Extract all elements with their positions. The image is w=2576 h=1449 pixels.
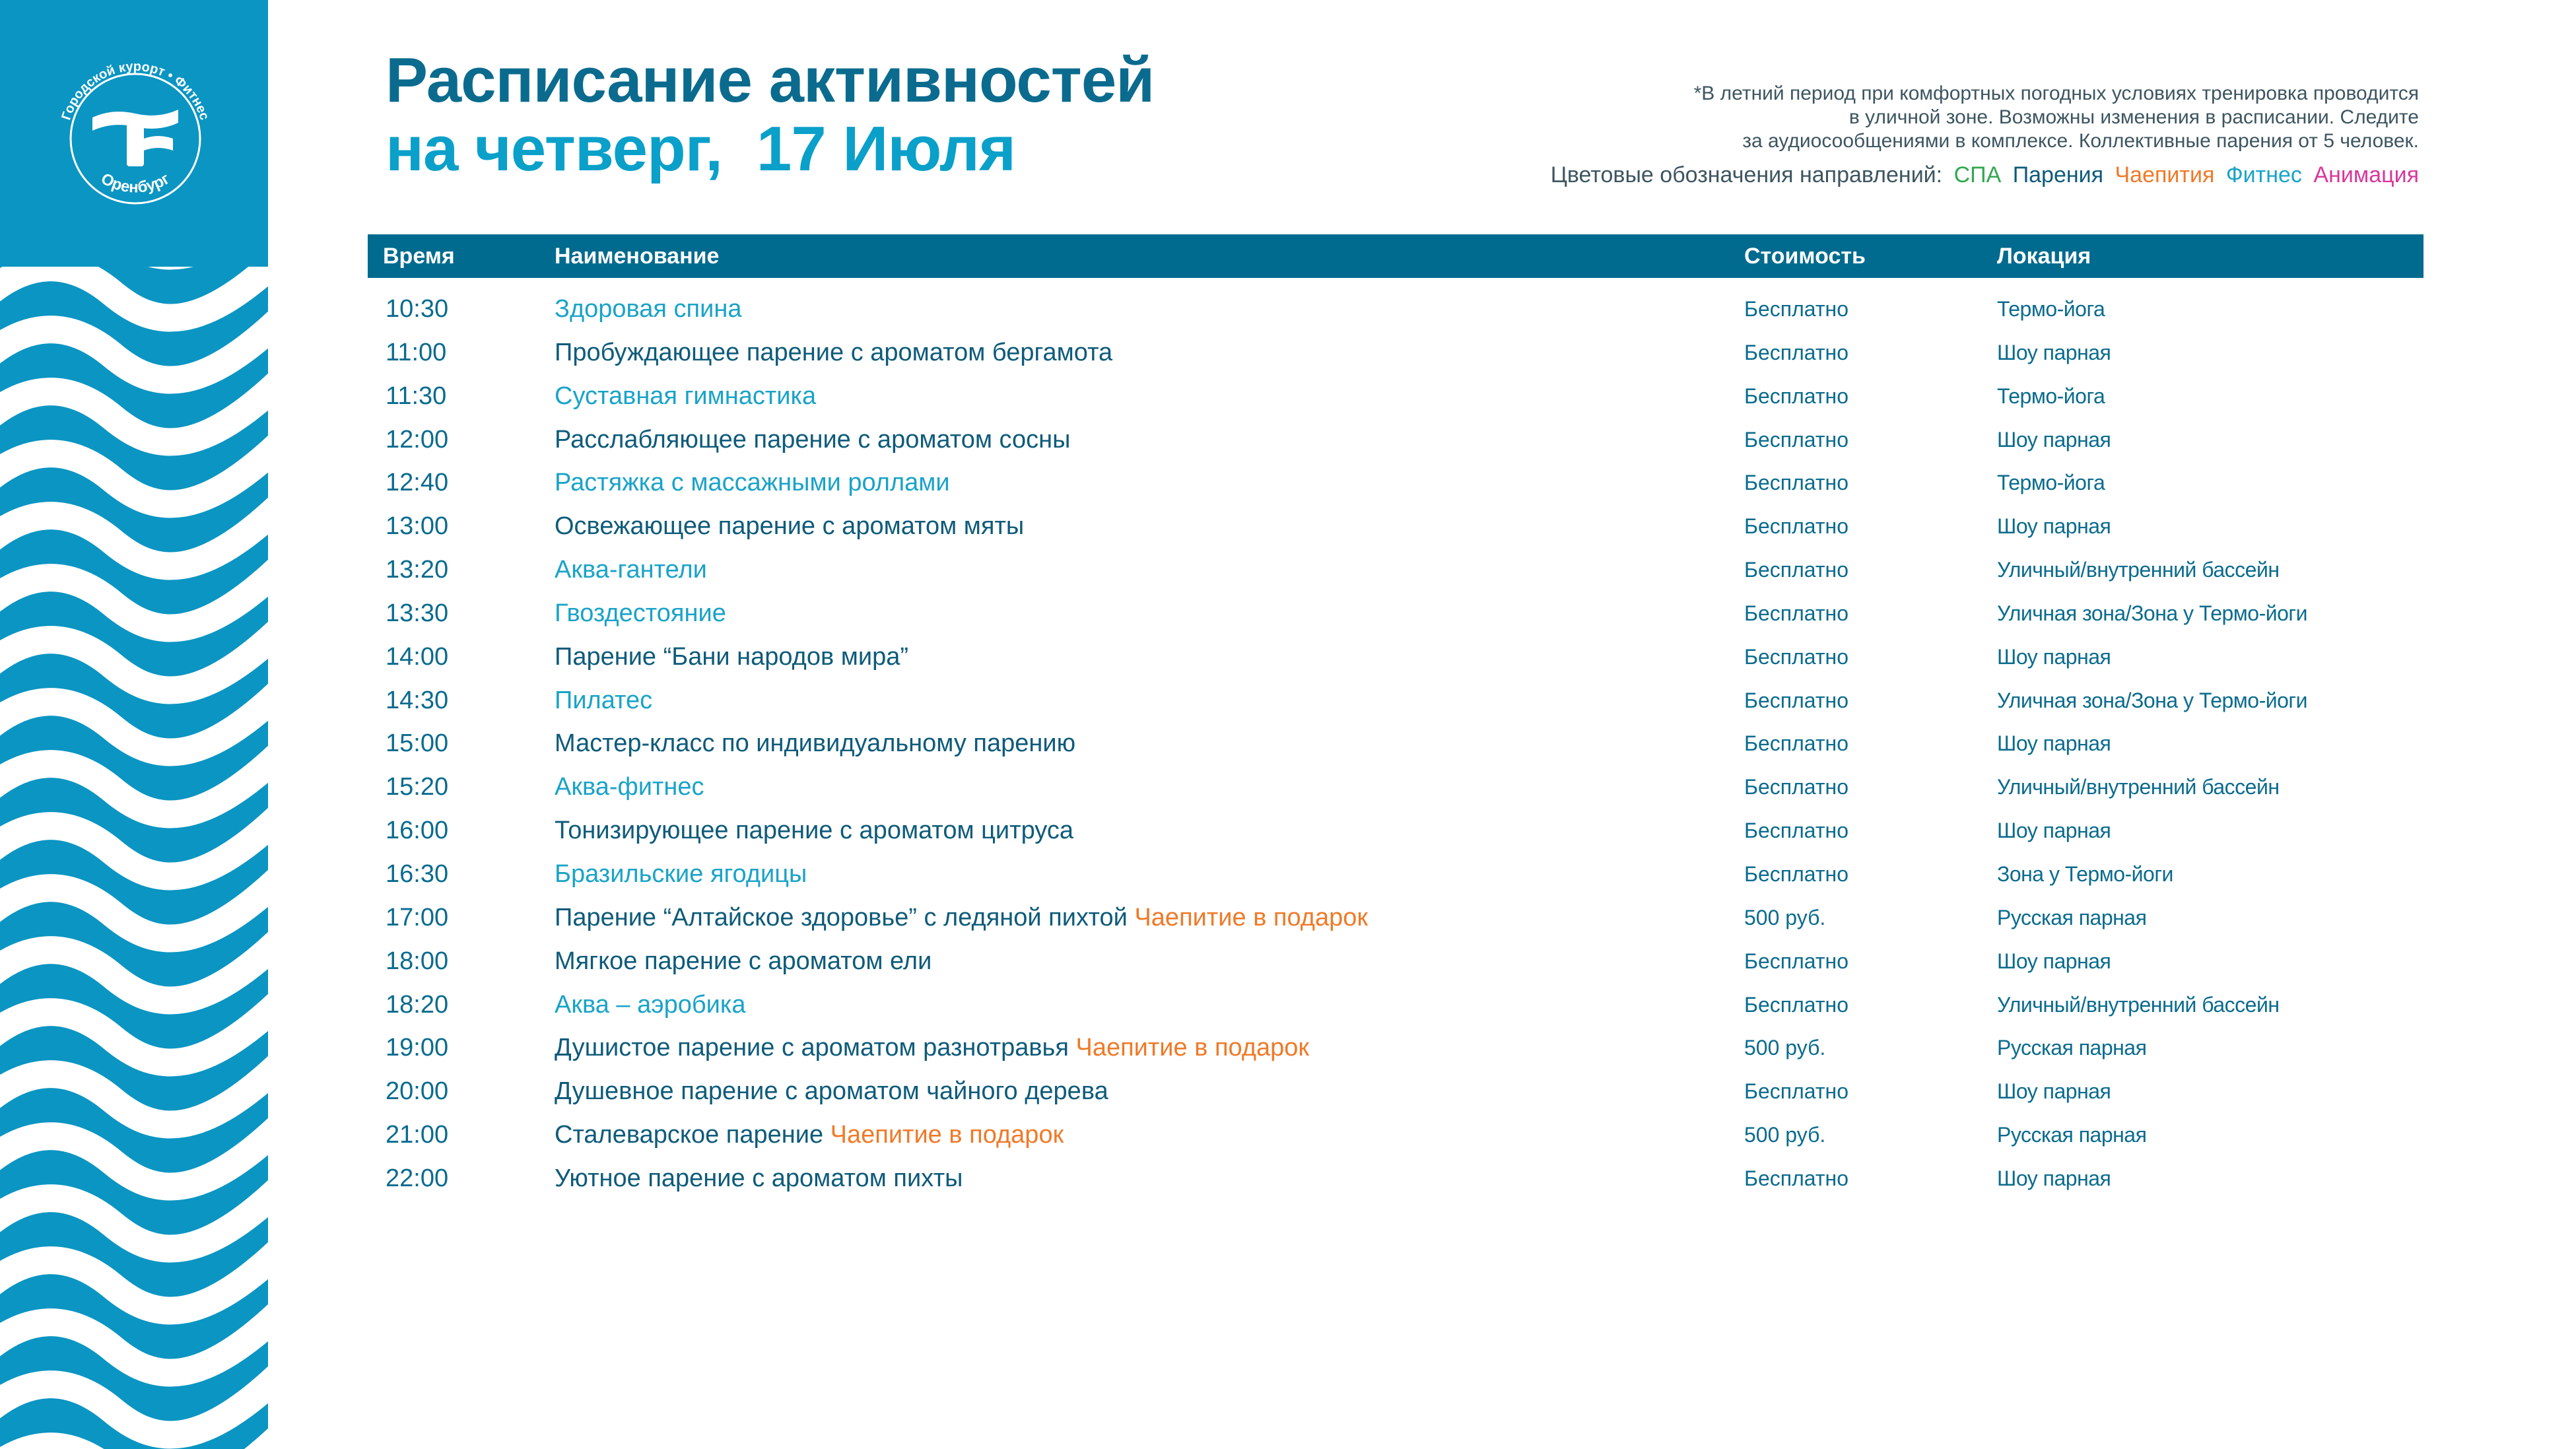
activity-name: Здоровая спина bbox=[555, 295, 742, 323]
color-legend bbox=[1551, 162, 2419, 188]
gift-badge: Чаепитие в подарок bbox=[1075, 1034, 1310, 1062]
legend-steam: Парения bbox=[2012, 162, 2104, 187]
activity-name: Тонизирующее парение с ароматом цитруса bbox=[555, 817, 1073, 845]
row-name bbox=[555, 1157, 963, 1200]
row-time: 18:20 bbox=[386, 990, 449, 1019]
row-location: Уличная зона/Зона у Термо-йоги bbox=[1997, 601, 2307, 625]
activity-name: Гвоздестояние bbox=[555, 599, 726, 627]
row-name bbox=[555, 549, 707, 591]
row-name bbox=[555, 984, 746, 1027]
row-cost: Бесплатно bbox=[1744, 558, 1849, 582]
row-cost: Бесплатно bbox=[1744, 992, 1849, 1017]
activity-name: Парение “Алтайское здоровье” с ледяной пихтой bbox=[555, 903, 1128, 931]
table-row bbox=[368, 679, 2423, 723]
row-name bbox=[555, 1114, 1064, 1157]
row-cost: Бесплатно bbox=[1744, 471, 1849, 495]
row-cost: 500 руб. bbox=[1744, 1123, 1826, 1147]
row-location: Русская парная bbox=[1997, 905, 2147, 929]
schedule-table bbox=[368, 288, 2423, 1201]
row-cost: Бесплатно bbox=[1744, 340, 1849, 364]
row-time: 12:40 bbox=[386, 469, 449, 497]
row-location: Русская парная bbox=[1997, 1036, 2147, 1060]
row-name bbox=[555, 419, 1070, 461]
row-name bbox=[555, 853, 807, 896]
row-cost: Бесплатно bbox=[1744, 1079, 1849, 1104]
row-cost: 500 руб. bbox=[1744, 1036, 1826, 1060]
table-row bbox=[368, 1070, 2423, 1114]
row-time: 20:00 bbox=[386, 1077, 449, 1106]
gift-badge: Чаепитие в подарок bbox=[830, 1121, 1064, 1149]
brand-sidebar bbox=[0, 0, 268, 1449]
row-name bbox=[555, 592, 726, 635]
table-row bbox=[368, 419, 2423, 462]
row-cost: Бесплатно bbox=[1744, 1166, 1849, 1190]
logo-text-top: Городской курорт • Фитнес bbox=[59, 59, 212, 122]
row-cost: Бесплатно bbox=[1744, 384, 1849, 408]
row-cost: Бесплатно bbox=[1744, 819, 1849, 843]
row-location: Уличная зона/Зона у Термо-йоги bbox=[1997, 688, 2307, 712]
activity-name: Пилатес bbox=[555, 686, 653, 714]
activity-name: Суставная гимнастика bbox=[555, 382, 817, 410]
note-line: в уличной зоне. Возможны изменения в расписании. Следите bbox=[1848, 106, 2419, 128]
legend-fitness: Фитнес bbox=[2225, 162, 2302, 187]
row-time: 12:00 bbox=[386, 425, 449, 454]
row-time: 11:00 bbox=[386, 338, 447, 366]
legend-spa: СПА bbox=[1953, 162, 2002, 187]
table-row bbox=[368, 722, 2423, 766]
activity-name: Мастер-класс по индивидуальному парению bbox=[555, 729, 1076, 758]
row-name bbox=[555, 375, 816, 418]
row-name bbox=[555, 809, 1073, 852]
row-cost: Бесплатно bbox=[1744, 861, 1849, 886]
table-row bbox=[368, 766, 2423, 809]
logo-text-bottom: Оренбург bbox=[98, 169, 173, 197]
table-row bbox=[368, 1114, 2423, 1157]
header-name: Наименование bbox=[555, 244, 720, 269]
row-cost: Бесплатно bbox=[1744, 514, 1849, 539]
row-cost: Бесплатно bbox=[1744, 775, 1849, 799]
row-time: 13:00 bbox=[386, 512, 449, 541]
row-location: Шоу парная bbox=[1997, 514, 2111, 539]
row-name bbox=[555, 940, 932, 983]
row-cost: Бесплатно bbox=[1744, 297, 1849, 321]
header-cost: Стоимость bbox=[1744, 244, 1866, 269]
row-location: Русская парная bbox=[1997, 1123, 2147, 1147]
activity-name: Душевное парение с ароматом чайного дерева bbox=[555, 1077, 1108, 1106]
title-line-1: Расписание активностей bbox=[386, 45, 1155, 116]
row-location: Шоу парная bbox=[1997, 819, 2111, 843]
table-row bbox=[368, 940, 2423, 984]
row-location: Термо-йога bbox=[1997, 297, 2105, 321]
row-time: 19:00 bbox=[386, 1034, 449, 1062]
table-row bbox=[368, 505, 2423, 549]
row-time: 14:30 bbox=[386, 686, 449, 714]
header-time: Время bbox=[383, 244, 455, 269]
table-row bbox=[368, 549, 2423, 592]
activity-name: Сталеварское парение bbox=[555, 1121, 830, 1149]
row-time: 22:00 bbox=[386, 1164, 449, 1192]
table-row bbox=[368, 809, 2423, 853]
wave-stripe bbox=[0, 267, 268, 318]
row-cost: 500 руб. bbox=[1744, 905, 1826, 929]
row-location: Уличный/внутренний бассейн bbox=[1997, 558, 2280, 582]
row-time: 18:00 bbox=[386, 947, 449, 975]
row-cost: Бесплатно bbox=[1744, 688, 1849, 712]
activity-name: Пробуждающее парение с ароматом бергамота bbox=[555, 338, 1113, 366]
table-row bbox=[368, 896, 2423, 940]
row-location: Термо-йога bbox=[1997, 471, 2105, 495]
row-location: Шоу парная bbox=[1997, 427, 2111, 452]
table-row bbox=[368, 288, 2423, 331]
logo bbox=[53, 40, 218, 224]
row-cost: Бесплатно bbox=[1744, 427, 1849, 452]
row-cost: Бесплатно bbox=[1744, 601, 1849, 625]
gift-badge: Чаепитие в подарок bbox=[1134, 903, 1369, 931]
row-name bbox=[555, 766, 704, 809]
schedule-note bbox=[1561, 82, 2419, 153]
activity-name: Растяжка с массажными роллами bbox=[555, 469, 950, 497]
row-time: 15:00 bbox=[386, 729, 449, 758]
row-cost: Бесплатно bbox=[1744, 731, 1849, 756]
activity-name: Аква – аэробика bbox=[555, 990, 746, 1019]
title-date: 17 Июля bbox=[756, 114, 1015, 184]
row-name bbox=[555, 896, 1368, 939]
table-row bbox=[368, 853, 2423, 896]
row-time: 14:00 bbox=[386, 642, 449, 671]
row-location: Шоу парная bbox=[1997, 340, 2111, 364]
row-name bbox=[555, 636, 908, 679]
row-location: Шоу парная bbox=[1997, 644, 2111, 669]
svg-text:Городской курорт • Фитнес bbox=[59, 59, 211, 122]
note-line: *В летний период при комфортных погодных условиях тренировка проводится bbox=[1693, 83, 2419, 104]
row-name bbox=[555, 1027, 1309, 1069]
row-time: 10:30 bbox=[386, 295, 449, 323]
row-time: 15:20 bbox=[386, 773, 449, 801]
row-name bbox=[555, 331, 1112, 374]
row-location: Зона у Термо-йоги bbox=[1997, 861, 2173, 886]
legend-tea: Чаепития bbox=[2115, 162, 2215, 187]
activity-name: Расслабляющее парение с ароматом сосны bbox=[555, 425, 1071, 454]
row-time: 13:20 bbox=[386, 556, 449, 584]
legend-label: Цветовые обозначения направлений: bbox=[1550, 162, 1943, 187]
table-row bbox=[368, 461, 2423, 505]
table-row bbox=[368, 331, 2423, 375]
table-row bbox=[368, 1027, 2423, 1070]
row-cost: Бесплатно bbox=[1744, 949, 1849, 973]
activity-name: Аква-гантели bbox=[555, 556, 707, 584]
row-location: Уличный/внутренний бассейн bbox=[1997, 775, 2280, 799]
page-title bbox=[386, 46, 1154, 184]
logo-mark-icon bbox=[92, 110, 178, 166]
row-time: 16:00 bbox=[386, 817, 449, 845]
row-location: Уличный/внутренний бассейн bbox=[1997, 992, 2280, 1017]
legend-animation: Анимация bbox=[2313, 162, 2419, 187]
table-row bbox=[368, 375, 2423, 419]
row-name bbox=[555, 1070, 1108, 1113]
row-time: 13:30 bbox=[386, 599, 449, 627]
activity-name: Уютное парение с ароматом пихты bbox=[555, 1164, 963, 1192]
logo-area bbox=[0, 0, 268, 267]
svg-text:Оренбург bbox=[98, 170, 172, 197]
activity-name: Аква-фитнес bbox=[555, 773, 704, 801]
activity-name: Душистое парение с ароматом разнотравья bbox=[555, 1034, 1069, 1062]
row-time: 17:00 bbox=[386, 903, 449, 931]
table-row bbox=[368, 592, 2423, 636]
row-name bbox=[555, 722, 1075, 765]
wave-pattern bbox=[0, 267, 268, 1449]
row-name bbox=[555, 679, 652, 722]
activity-name: Парение “Бани народов мира” bbox=[555, 642, 908, 671]
title-line-2 bbox=[386, 115, 1154, 184]
row-location: Термо-йога bbox=[1997, 384, 2105, 408]
table-row bbox=[368, 1157, 2423, 1201]
row-time: 21:00 bbox=[386, 1121, 449, 1149]
title-weekday: на четверг, bbox=[386, 114, 722, 184]
table-row bbox=[368, 636, 2423, 679]
row-time: 11:30 bbox=[386, 382, 447, 410]
activity-name: Освежающее парение с ароматом мяты bbox=[555, 512, 1025, 541]
table-header bbox=[368, 234, 2423, 278]
activity-name: Мягкое парение с ароматом ели bbox=[555, 947, 932, 975]
row-time: 16:30 bbox=[386, 859, 449, 888]
row-cost: Бесплатно bbox=[1744, 644, 1849, 669]
header-location: Локация bbox=[1997, 244, 2091, 269]
activity-name: Бразильские ягодицы bbox=[555, 859, 807, 888]
table-row bbox=[368, 984, 2423, 1027]
row-location: Шоу парная bbox=[1997, 949, 2111, 973]
row-location: Шоу парная bbox=[1997, 1079, 2111, 1104]
row-name bbox=[555, 505, 1024, 548]
row-name bbox=[555, 288, 741, 331]
row-location: Шоу парная bbox=[1997, 1166, 2111, 1190]
row-name bbox=[555, 461, 950, 504]
row-location: Шоу парная bbox=[1997, 731, 2111, 756]
note-line: за аудиосообщениями в комплексе. Коллективные парения от 5 человек. bbox=[1742, 130, 2419, 152]
